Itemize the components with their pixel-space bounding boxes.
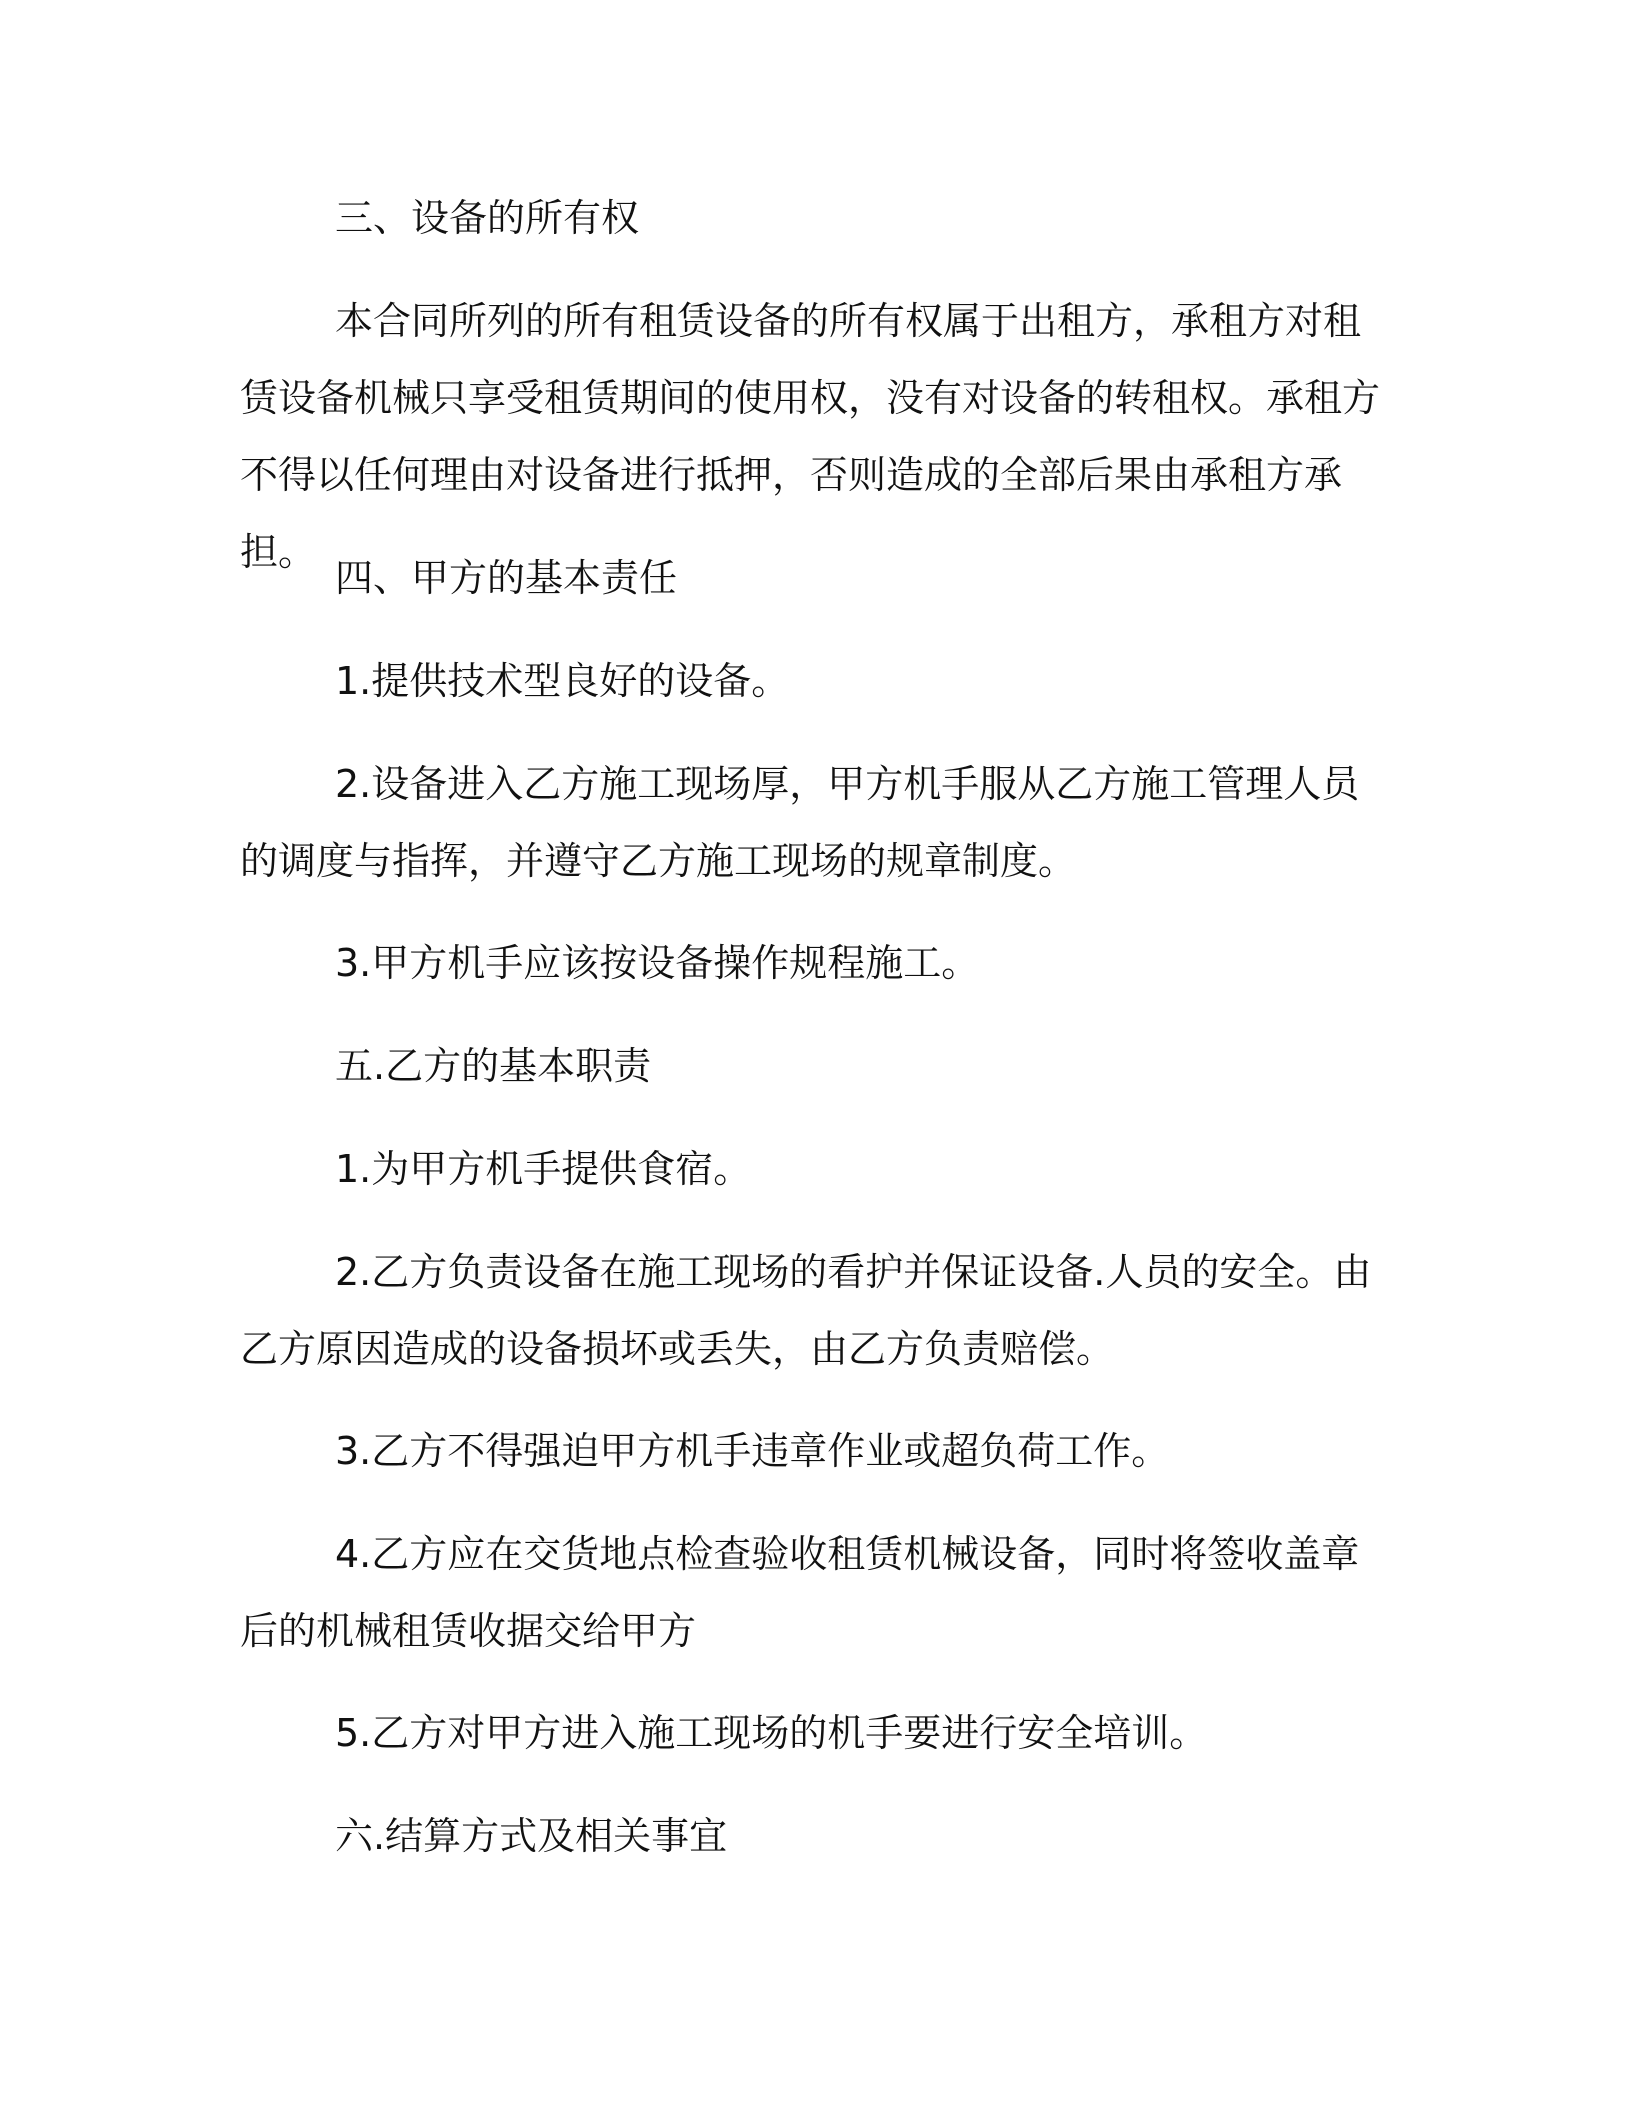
list-item-b1: 1.为甲方机手提供食宿。 — [335, 1147, 752, 1191]
list-item-b5: 5.乙方对甲方进入施工现场的机手要进行安全培训。 — [335, 1711, 1208, 1755]
section-heading-6: 六.结算方式及相关事宜 — [335, 1814, 728, 1858]
section-heading-3: 三、设备的所有权 — [335, 196, 640, 240]
list-item-b2: 2.乙方负责设备在施工现场的看护并保证设备.人员的安全。由乙方原因造成的设备损坏或丢失，由乙方负责赔偿。 — [240, 1250, 1372, 1371]
list-item-b3: 3.乙方不得强迫甲方机手违章作业或超负荷工作。 — [335, 1429, 1170, 1473]
list-item-a3: 3.甲方机手应该按设备操作规程施工。 — [335, 941, 980, 985]
section-heading-4: 四、甲方的基本责任 — [335, 556, 678, 600]
list-item-a1: 1.提供技术型良好的设备。 — [335, 659, 790, 703]
paragraph-ownership: 本合同所列的所有租赁设备的所有权属于出租方，承租方对租赁设备机械只享受租赁期间的使用权，没有对设备的转租权。承租方不得以任何理由对设备进行抵押，否则造成的全部后果由承租方承担。 — [240, 299, 1381, 574]
section-heading-5: 五.乙方的基本职责 — [335, 1044, 652, 1088]
list-item-b4: 4.乙方应在交货地点检查验收租赁机械设备，同时将签收盖章后的机械租赁收据交给甲方 — [240, 1532, 1360, 1653]
list-item-a2: 2.设备进入乙方施工现场厚，甲方机手服从乙方施工管理人员的调度与指挥，并遵守乙方施工现场的规章制度。 — [240, 762, 1360, 883]
